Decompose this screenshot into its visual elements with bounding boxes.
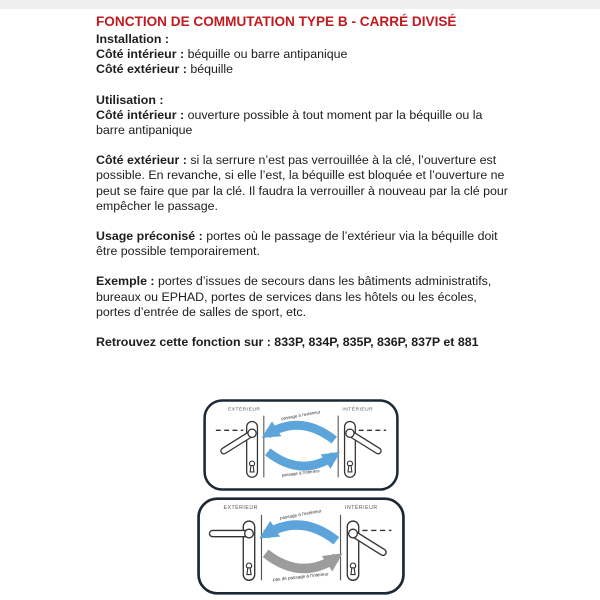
handle-hub [248, 429, 256, 437]
interior-side-value: ouverture possible à tout moment par la béquille ou la barre antipanique [96, 107, 483, 138]
diagram-stack [197, 399, 405, 595]
installation-section [96, 32, 512, 78]
passage-out-label: passage à l’extérieur [280, 409, 321, 422]
interior-side-caption: INTÉRIEUR [342, 407, 374, 413]
utilisation-section [96, 93, 512, 139]
exterior-side-caption: EXTÉRIEUR [228, 407, 261, 413]
top-strip [0, 0, 600, 9]
utilisation-interior-line [96, 108, 512, 138]
usage-label: Usage préconisé : [96, 229, 203, 244]
document-body [96, 13, 512, 350]
keyhole-icon [351, 568, 355, 575]
usage-text: portes où le passage de l’extérieur via la béquille doit être possible temporairement. [96, 229, 498, 259]
utilisation-exterior-paragraph [96, 153, 512, 214]
exterior-side-caption: EXTÉRIEUR [223, 505, 258, 512]
page-title: FONCTION DE COMMUTATION TYPE B - CARRÉ DIVISÉ [96, 14, 457, 29]
exterior-side-value: si la serrure n’est pas verrouillée à la clé, l’ouverture est possible. En revanche, si elle l’est, la béquille est bloquée et l’ouverture ne peut se faire que par la clé. Il faudra la verrouiller à nouveau par la clé pour empêcher le passage. [96, 153, 508, 213]
exterior-side-label: Côté extérieur : [96, 62, 187, 77]
diagram-locked [197, 497, 405, 595]
keyhole-icon [247, 568, 251, 575]
interior-side-caption: INTÉRIEUR [344, 505, 378, 512]
diagram-unlocked [203, 399, 399, 491]
exemple-label: Exemple : [96, 274, 155, 289]
exemple-paragraph [96, 274, 512, 320]
keyhole-icon [250, 466, 254, 472]
no-passage-in-label: pas de passage à l’intérieur [272, 571, 329, 583]
exemple-text: portes d’issues de secours dans les bâtiments administratifs, bureaux ou EPHAD, portes de services dans les hôtels ou les écoles, portes d’entrée de salles de sport, etc. [96, 274, 492, 319]
handle-hub [349, 529, 358, 538]
interior-side-value: béquille ou barre antipanique [187, 47, 348, 62]
handle-hub [346, 429, 354, 437]
exterior-side-value: béquille [190, 62, 234, 77]
installation-heading: Installation : [96, 32, 169, 46]
utilisation-heading: Utilisation : [96, 92, 164, 107]
handle-hub [245, 529, 254, 538]
usage-paragraph [96, 229, 512, 259]
models-line: Retrouvez cette fonction sur : 833P, 834P, 835P, 836P, 837P et 881 [96, 335, 479, 350]
exterior-side-label: Côté extérieur : [96, 153, 187, 168]
interior-side-label: Côté intérieur : [96, 107, 185, 122]
installation-interior-line [96, 47, 512, 62]
passage-in-label: passage à l’intérieur [281, 468, 321, 478]
passage-out-label: passage à l’extérieur [279, 508, 322, 521]
keyhole-icon [348, 466, 352, 472]
interior-side-label: Côté intérieur : [96, 47, 185, 62]
installation-exterior-line [96, 62, 512, 77]
